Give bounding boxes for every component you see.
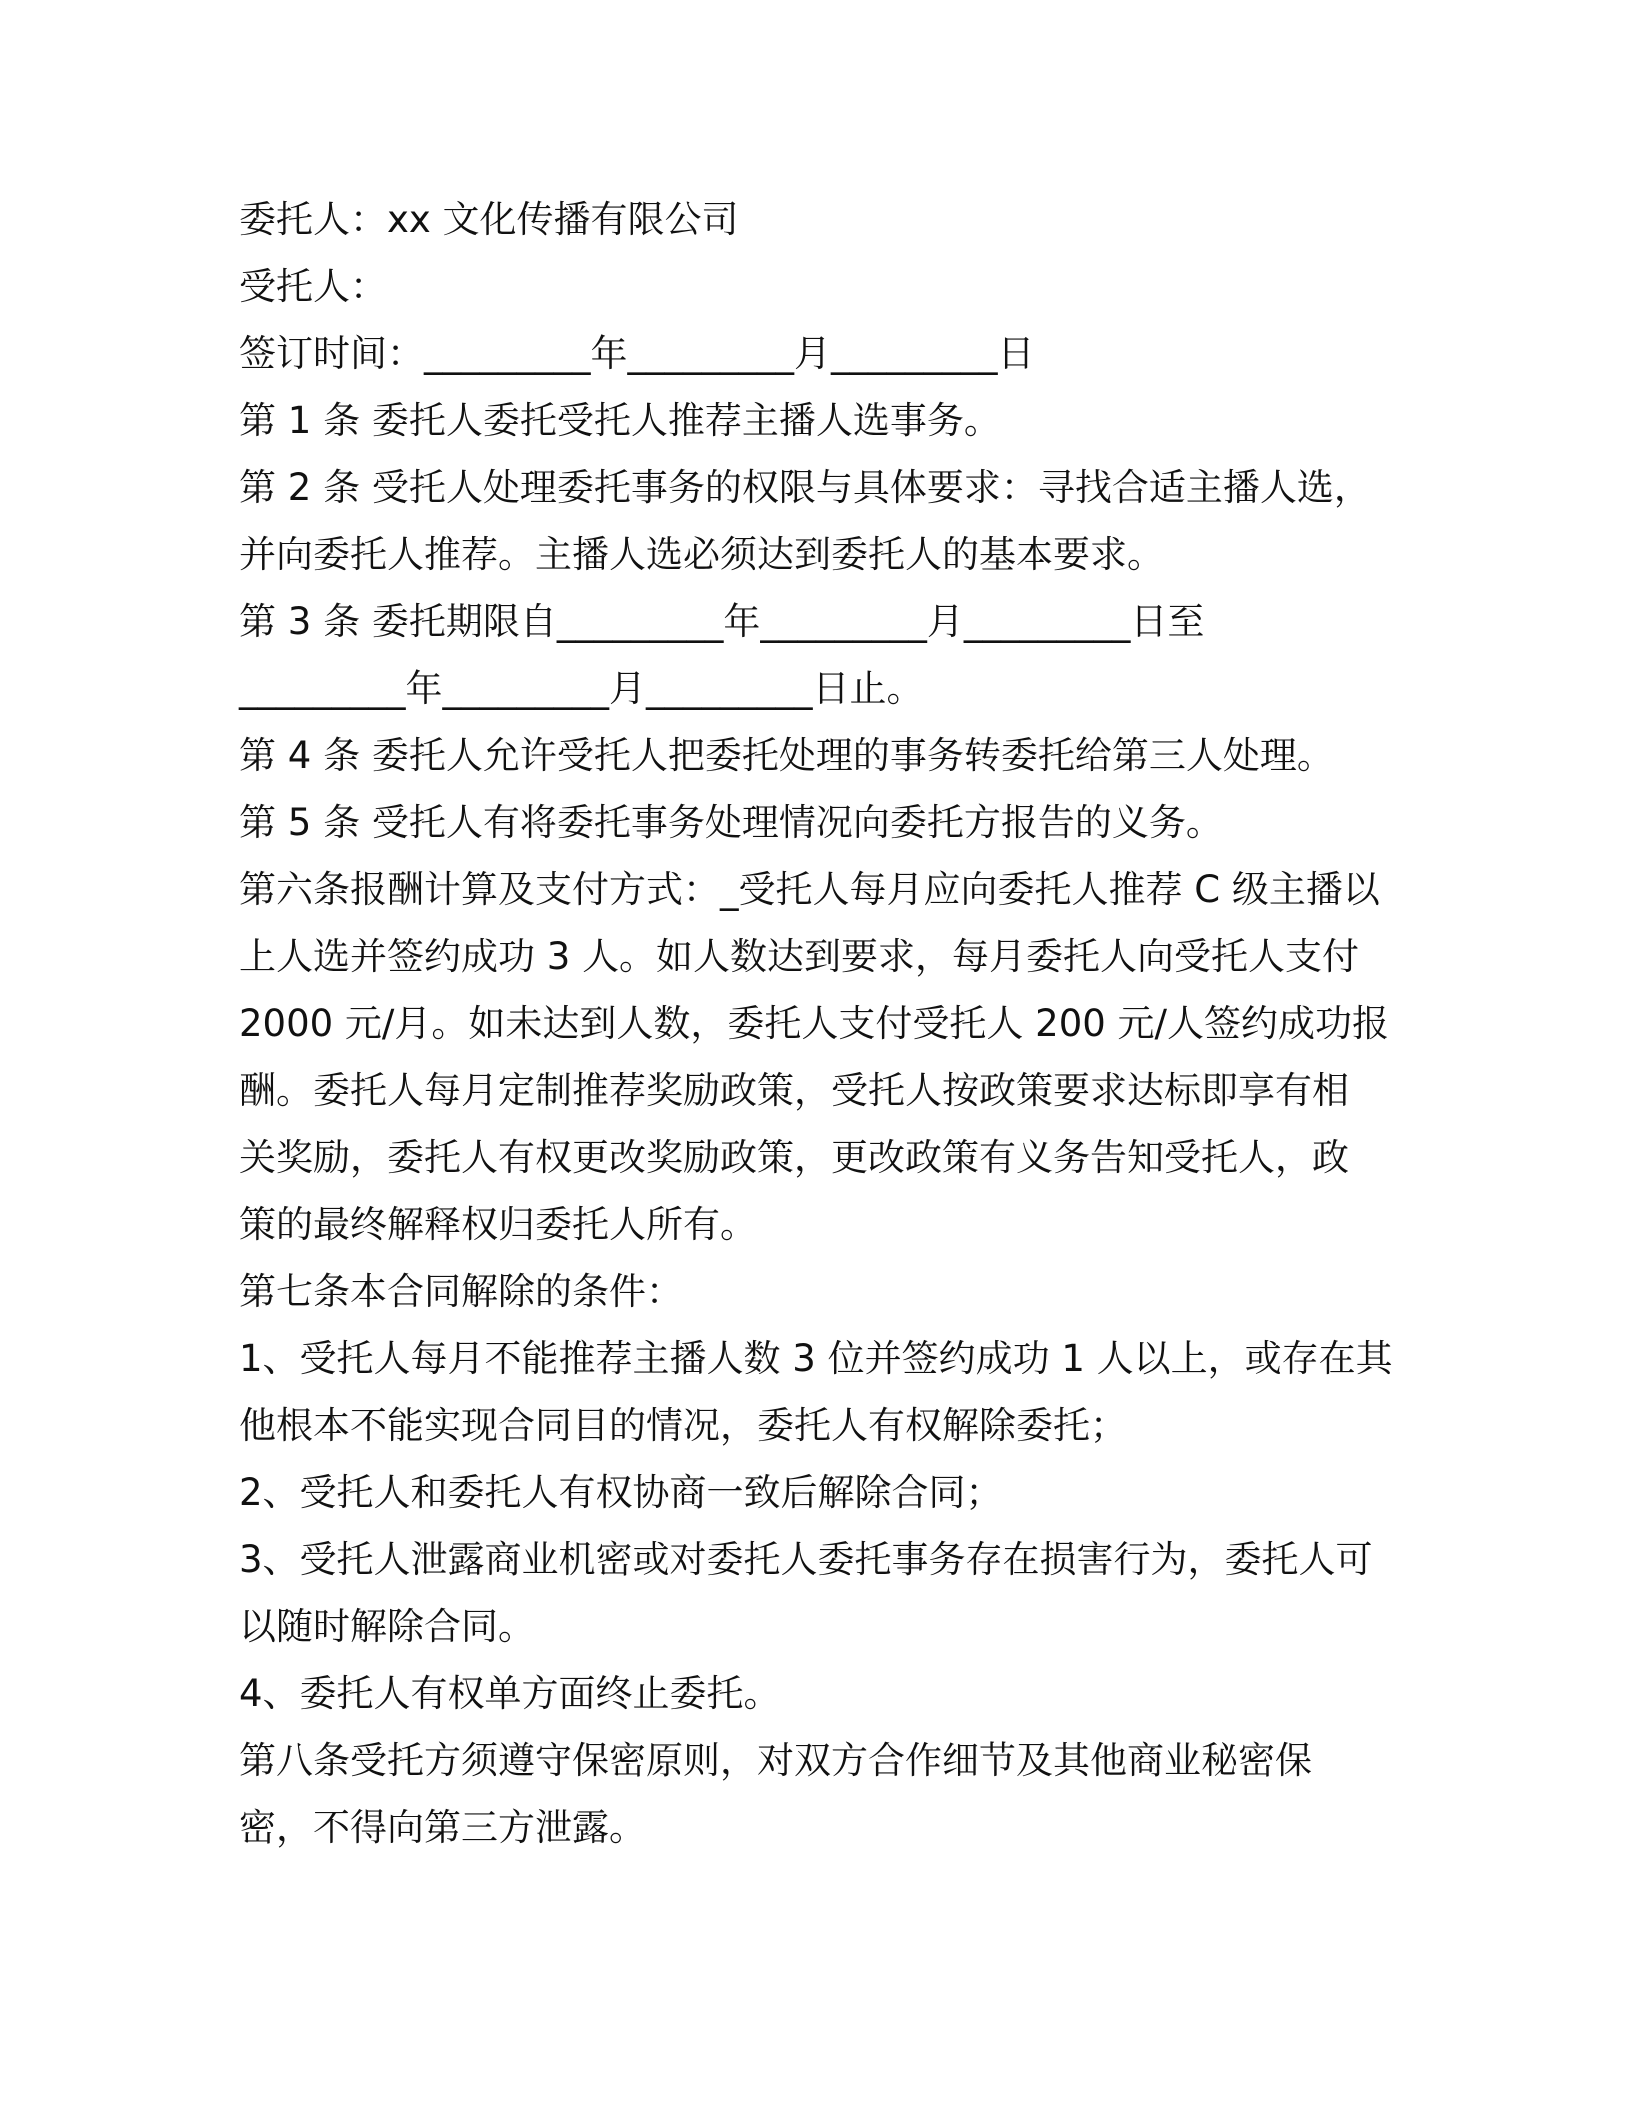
article-3-line-1: 第 3 条 委托期限自_________年_________月_________日至 bbox=[239, 600, 1205, 643]
termination-item-3-line-2: 以随时解除合同。 bbox=[239, 1605, 535, 1648]
article-4: 第 4 条 委托人允许受托人把委托处理的事务转委托给第三人处理。 bbox=[239, 734, 1334, 777]
signing-date-line: 签订时间：_________年_________月_________日 bbox=[239, 332, 1035, 375]
article-6-line-3: 2000 元/月。如未达到人数，委托人支付受托人 200 元/人签约成功报 bbox=[239, 1002, 1389, 1045]
article-8-line-1: 第八条受托方须遵守保密原则，对双方合作细节及其他商业秘密保 bbox=[239, 1739, 1312, 1782]
article-7-heading: 第七条本合同解除的条件： bbox=[239, 1270, 683, 1313]
article-2-line-1: 第 2 条 受托人处理委托事务的权限与具体要求：寻找合适主播人选， bbox=[239, 466, 1371, 509]
article-3-line-2: _________年_________月_________日止。 bbox=[239, 667, 924, 710]
article-5: 第 5 条 受托人有将委托事务处理情况向委托方报告的义务。 bbox=[239, 801, 1223, 844]
agent-line: 受托人： bbox=[239, 265, 387, 308]
article-8-line-2: 密，不得向第三方泄露。 bbox=[239, 1806, 646, 1849]
termination-item-1-line-1: 1、受托人每月不能推荐主播人数 3 位并签约成功 1 人以上，或存在其 bbox=[239, 1337, 1393, 1380]
article-6-line-5: 关奖励，委托人有权更改奖励政策，更改政策有义务告知受托人，政 bbox=[239, 1136, 1349, 1179]
article-1: 第 1 条 委托人委托受托人推荐主播人选事务。 bbox=[239, 399, 1001, 442]
termination-item-1-line-2: 他根本不能实现合同目的情况，委托人有权解除委托； bbox=[239, 1404, 1127, 1447]
contract-body bbox=[239, 186, 1404, 1861]
termination-item-4: 4、委托人有权单方面终止委托。 bbox=[239, 1672, 781, 1715]
article-6-line-2: 上人选并签约成功 3 人。如人数达到要求，每月委托人向受托人支付 bbox=[239, 935, 1360, 978]
article-6-line-1: 第六条报酬计算及支付方式：_受托人每月应向委托人推荐 C 级主播以 bbox=[239, 868, 1380, 911]
termination-item-3-line-1: 3、受托人泄露商业机密或对委托人委托事务存在损害行为，委托人可 bbox=[239, 1538, 1373, 1581]
principal-line: 委托人：xx 文化传播有限公司 bbox=[239, 198, 739, 241]
article-6-line-4: 酬。委托人每月定制推荐奖励政策，受托人按政策要求达标即享有相 bbox=[239, 1069, 1349, 1112]
article-6-line-6: 策的最终解释权归委托人所有。 bbox=[239, 1203, 757, 1246]
article-2-line-2: 并向委托人推荐。主播人选必须达到委托人的基本要求。 bbox=[239, 533, 1164, 576]
termination-item-2: 2、受托人和委托人有权协商一致后解除合同； bbox=[239, 1471, 1003, 1514]
